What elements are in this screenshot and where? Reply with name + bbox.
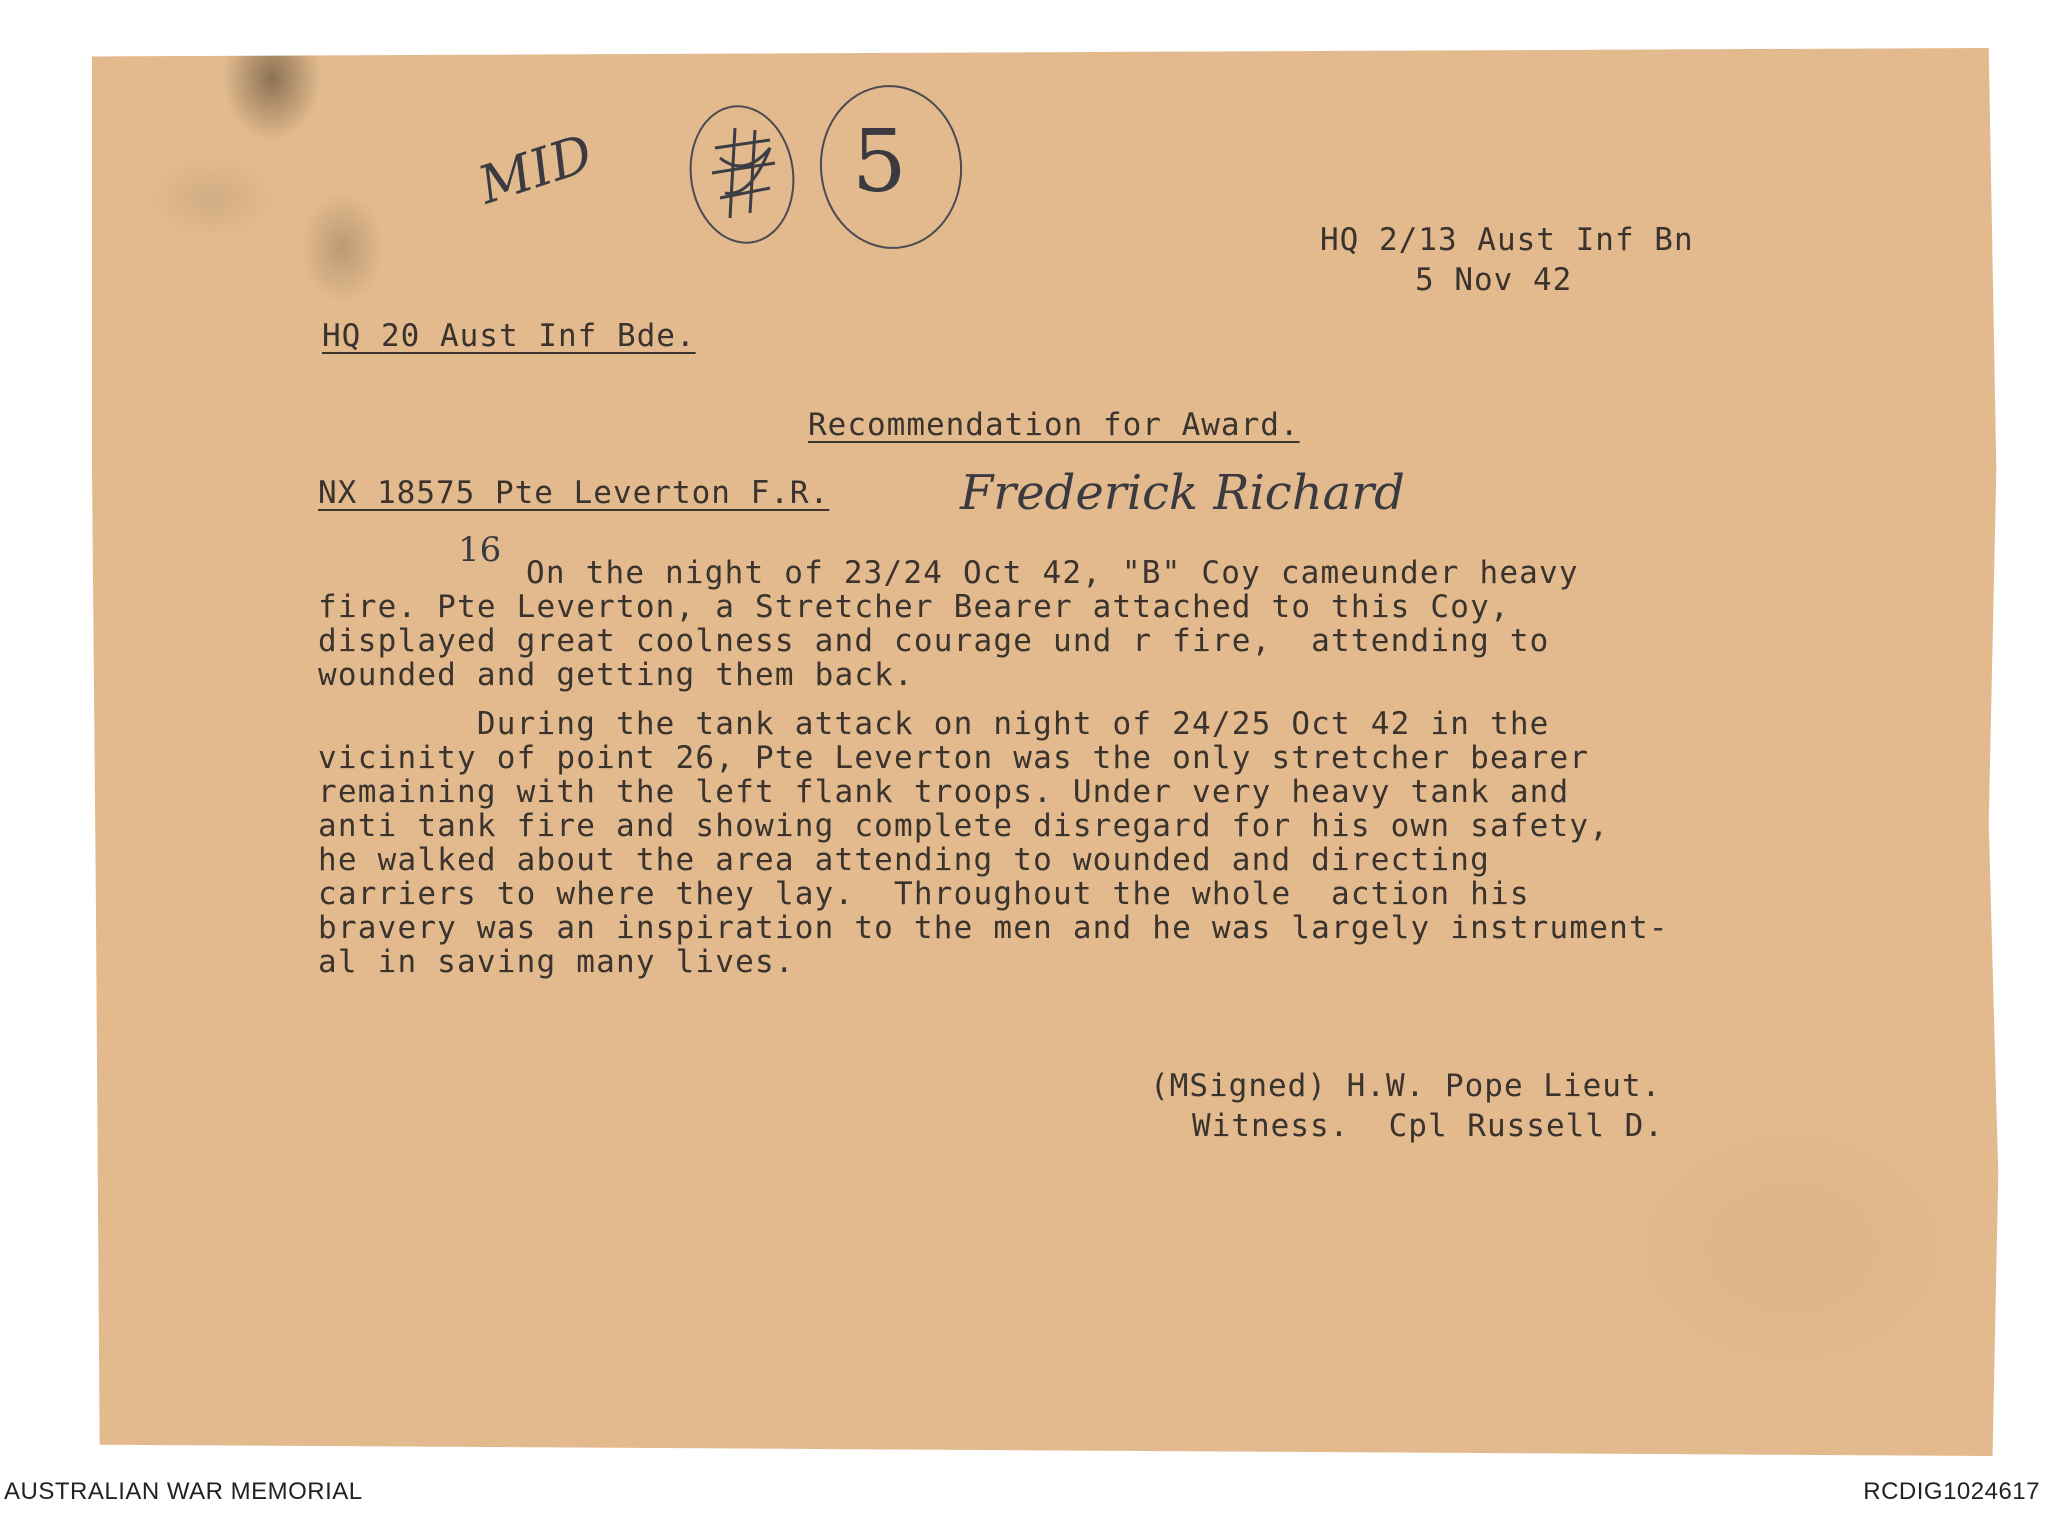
body-line-1: On the night of 23/24 Oct 42, "B" Coy cameunder heavy bbox=[526, 555, 1579, 591]
body-line-10: carriers to where they lay. Throughout the whole action his bbox=[318, 876, 1530, 912]
body-line-2: fire. Pte Leverton, a Stretcher Bearer attached to this Coy, bbox=[318, 589, 1510, 625]
annotation-mid: MID bbox=[471, 123, 600, 217]
body-line-3: displayed great coolness and courage und r fire, attending to bbox=[318, 623, 1550, 659]
body-line-4: wounded and getting them back. bbox=[318, 657, 914, 693]
signature-line: (MSigned) H.W. Pope Lieut. bbox=[1150, 1068, 1662, 1104]
body-line-5: During the tank attack on night of 24/25 Oct 42 in the bbox=[318, 706, 1550, 742]
footer-item-id: RCDIG1024617 bbox=[1863, 1478, 2040, 1505]
margin-note: 16 bbox=[458, 530, 502, 570]
body-line-12: al in saving many lives. bbox=[318, 944, 795, 980]
document-title: Recommendation for Award. bbox=[808, 407, 1300, 443]
handwritten-full-name: Frederick Richard bbox=[960, 465, 1405, 521]
body-line-11: bravery was an inspiration to the men and he was largely instrument- bbox=[318, 910, 1669, 946]
addressee: HQ 20 Aust Inf Bde. bbox=[322, 318, 696, 354]
body-line-8: anti tank fire and showing complete disregard for his own safety, bbox=[318, 808, 1610, 844]
body-line-9: he walked about the area attending to wounded and directing bbox=[318, 842, 1490, 878]
witness-line: Witness. Cpl Russell D. bbox=[1192, 1108, 1664, 1144]
scribble-mark bbox=[700, 118, 790, 228]
footer-archive-name: AUSTRALIAN WAR MEMORIAL bbox=[4, 1478, 363, 1505]
header-unit: HQ 2/13 Aust Inf Bn bbox=[1320, 222, 1694, 258]
subject-line: NX 18575 Pte Leverton F.R. bbox=[318, 475, 830, 511]
annotation-number: 5 bbox=[852, 112, 907, 212]
body-line-6: vicinity of point 26, Pte Leverton was the only stretcher bearer bbox=[318, 740, 1590, 776]
header-date: 5 Nov 42 bbox=[1415, 262, 1573, 298]
body-line-7: remaining with the left flank troops. Under very heavy tank and bbox=[318, 774, 1570, 810]
